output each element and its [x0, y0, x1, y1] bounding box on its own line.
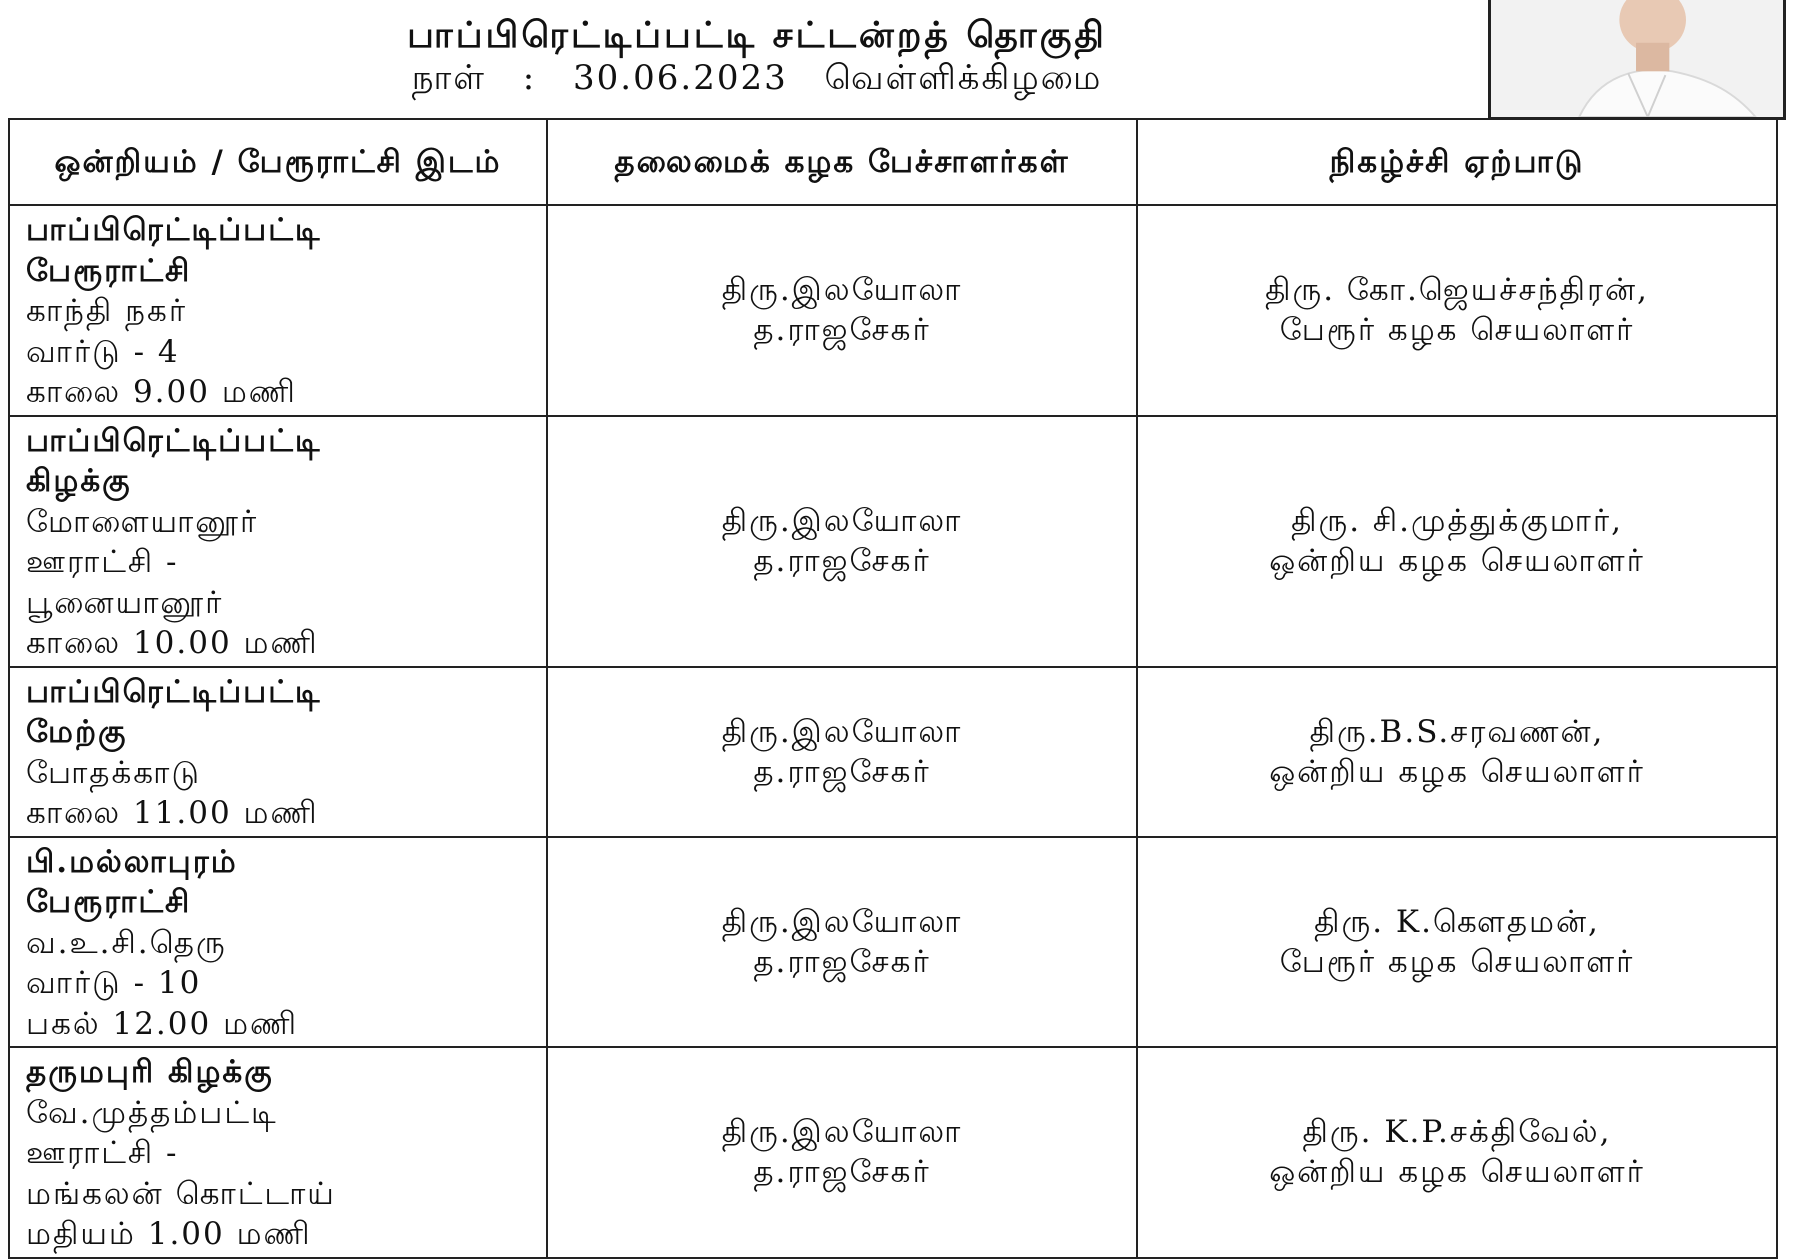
table-header-row [9, 119, 1777, 205]
place-detail: ஊராட்சி - [26, 544, 179, 580]
place-cell [9, 667, 547, 837]
speaker-name: த.ராஜசேகர் [753, 1154, 931, 1191]
place-detail: பூனையானூர் [26, 584, 224, 621]
organizer-line: திரு. K.கௌதமன், [1314, 903, 1600, 940]
place-name: பேரூராட்சி [26, 884, 192, 920]
date-separator: : [522, 58, 537, 98]
place-cell [9, 416, 547, 667]
organizer-cell [1137, 205, 1777, 416]
place-detail: காலை 10.00 மணி [26, 625, 319, 661]
place-name: பி.மல்லாபுரம் [26, 843, 238, 880]
place-detail: மோளையானூர் [26, 503, 259, 540]
speaker-name: திரு.இலயோலா [721, 272, 963, 309]
organizer-cell [1137, 416, 1777, 667]
organizer-line: ஒன்றிய கழக செயலாளர் [1269, 753, 1645, 790]
organizer-line: திரு. K.P.சக்திவேல், [1302, 1114, 1612, 1151]
table-row [9, 837, 1777, 1048]
organizer-cell [1137, 667, 1777, 837]
organizer-cell [1137, 1047, 1777, 1258]
place-cell [9, 205, 547, 416]
place-name: பாப்பிரெட்டிப்பட்டி [26, 422, 322, 459]
date-value: 30.06.2023 [573, 58, 788, 98]
organizer-line: ஒன்றிய கழக செயலாளர் [1269, 1154, 1645, 1191]
place-cell [9, 1047, 547, 1258]
place-name: மேற்கு [26, 714, 128, 750]
speaker-name: த.ராஜசேகர் [753, 543, 931, 579]
date-line [0, 58, 1654, 102]
speaker-name: த.ராஜசேகர் [753, 312, 931, 349]
place-detail: காலை 9.00 மணி [26, 374, 297, 410]
table-row [9, 1047, 1777, 1258]
day-name: வெள்ளிக்கிழமை [824, 58, 1103, 98]
organizer-cell [1137, 837, 1777, 1048]
date-label: நாள் [411, 58, 486, 98]
place-name: கிழக்கு [26, 463, 132, 499]
table-row [9, 667, 1777, 837]
organizer-line: திரு.B.S.சரவணன், [1309, 713, 1605, 750]
place-name: தருமபுரி கிழக்கு [26, 1054, 274, 1090]
table-row [9, 205, 1777, 416]
place-detail: காந்தி நகர் [26, 293, 188, 329]
place-name: பாப்பிரெட்டிப்பட்டி [26, 673, 322, 710]
place-detail: ஊராட்சி - [26, 1135, 179, 1171]
place-detail: மதியம் 1.00 மணி [26, 1216, 312, 1252]
speaker-cell [547, 416, 1137, 667]
organizer-line: ஒன்றிய கழக செயலாளர் [1269, 543, 1645, 579]
schedule-table [8, 118, 1778, 1259]
place-detail: பகல் 12.00 மணி [26, 1005, 299, 1042]
organizer-line: திரு. சி.முத்துக்குமார், [1291, 503, 1623, 539]
place-name: பாப்பிரெட்டிப்பட்டி [26, 212, 322, 248]
place-detail: மங்கலன் கொட்டாய் [26, 1175, 336, 1212]
speaker-name: திரு.இலயோலா [721, 1114, 963, 1151]
speaker-cell [547, 837, 1137, 1048]
header-speakers: தலைமைக் கழக பேச்சாளர்கள் [547, 119, 1137, 205]
speaker-cell [547, 1047, 1137, 1258]
speaker-name: திரு.இலயோலா [721, 713, 963, 750]
organizer-line: திரு. கோ.ஜெயச்சந்திரன், [1265, 272, 1649, 309]
place-name: பேரூராட்சி [26, 252, 192, 289]
place-detail: வே.முத்தம்பட்டி [26, 1094, 278, 1131]
table-row [9, 416, 1777, 667]
speaker-name: திரு.இலயோலா [721, 903, 963, 940]
speaker-name: திரு.இலயோலா [721, 503, 963, 539]
constituency-title: பாப்பிரெட்டிப்பட்டி சட்டன்றத் தொகுதி [407, 14, 1107, 56]
header-organizer: நிகழ்ச்சி ஏற்பாடு [1137, 119, 1777, 205]
place-detail: வ.உ.சி.தெரு [26, 924, 227, 961]
organizer-line: பேரூர் கழக செயலாளர் [1279, 312, 1635, 349]
speaker-name: த.ராஜசேகர் [753, 753, 931, 790]
speaker-cell [547, 205, 1137, 416]
header-place: ஒன்றியம் / பேரூராட்சி இடம் [9, 119, 547, 205]
place-detail: போதக்காடு [26, 754, 201, 791]
portrait-image [1491, 0, 1783, 117]
place-detail: வார்டு - 4 [26, 333, 180, 370]
speaker-name: த.ராஜசேகர் [753, 943, 931, 980]
speaker-cell [547, 667, 1137, 837]
portrait-photo [1488, 0, 1786, 120]
organizer-line: பேரூர் கழக செயலாளர் [1279, 943, 1635, 980]
place-detail: காலை 11.00 மணி [26, 795, 319, 831]
place-detail: வார்டு - 10 [26, 965, 202, 1001]
document-header [0, 0, 1794, 120]
place-cell [9, 837, 547, 1048]
